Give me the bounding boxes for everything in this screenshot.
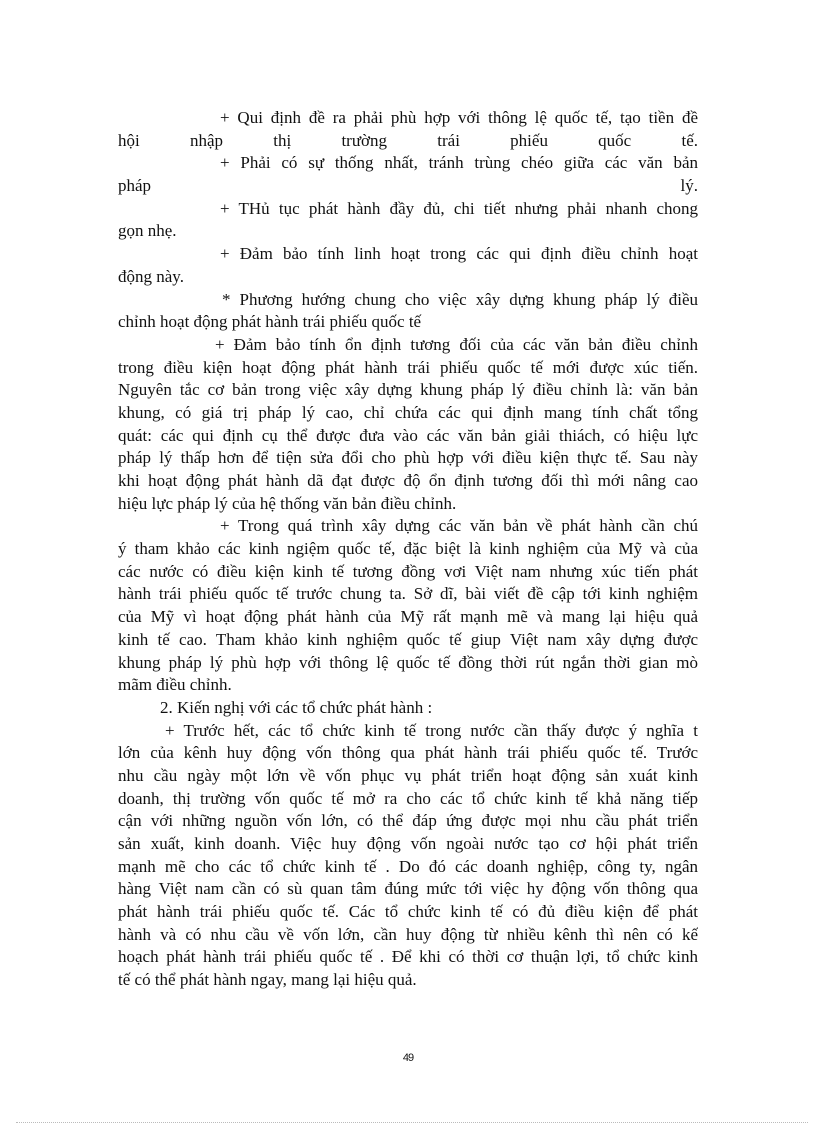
text-line: doanh, thị trường vốn quốc tế mở ra cho các tổ chức kinh tế khả năng tiếp	[118, 788, 698, 808]
text-line: sản xuất, kinh doanh. Việc huy động vốn ngoài nước tạo cơ hội phát triển	[118, 834, 698, 853]
text-line: mạnh mẽ cho các tổ chức kinh tế . Do đó các doanh nghiệp, công ty, ngân	[118, 856, 698, 876]
text-line: quát: các qui định cụ thể được đưa vào các văn bản giải thiách, có hiệu lực	[118, 425, 698, 445]
text-line: phát hành trái phiếu quốc tế. Các tổ chức kinh tế có đủ điều kiện để phát	[118, 902, 698, 922]
text-line: hành trái phiếu quốc tế trước chung ta. Sở dĩ, bài viết đề cập tới kinh nghiệm	[118, 584, 698, 604]
text-line: pháp lý.	[118, 176, 698, 196]
text-line: mãm điều chỉnh.	[118, 675, 232, 695]
text-line: * Phương hướng chung cho việc xây dựng khung pháp lý điều	[222, 289, 698, 309]
text-line: hội nhập thị trường trái phiếu quốc tế.	[118, 130, 698, 150]
text-line: gọn nhẹ.	[118, 221, 177, 241]
text-line: + Trước hết, các tổ chức kinh tế trong nước cần thấy được ý nghĩa t	[165, 720, 698, 740]
text-line: khung pháp lý phù hợp với thông lệ quốc tế đồng thời rút ngắn thời gian mò	[118, 652, 698, 672]
text-line: hàng Việt nam cần có sù quan tâm đúng mức tới việc hy động vốn thông qua	[118, 879, 698, 899]
text-line: tế có thể phát hành ngay, mang lại hiệu quả.	[118, 970, 417, 990]
text-line: các nước có điều kiện kinh tế tương đồng vơi Việt nam nhưng xúc tiến phát	[118, 561, 698, 581]
text-line: ý tham khảo các kinh ngiệm quốc tế, đặc biệt là kinh nghiệm của Mỹ và của	[118, 539, 698, 559]
text-line: pháp lý thấp hơn để tiện sửa đổi cho phù hợp với điều kiện thực tế. Sau này	[118, 448, 698, 468]
text-line: hành và có nhu cầu về vốn lớn, cần huy động từ nhiều kênh thì nên có kế	[118, 924, 698, 944]
text-line: khung, có giá trị pháp lý cao, chỉ chứa các qui định mang tính chất tổng	[118, 402, 698, 422]
text-line: kinh tế cao. Tham khảo kinh nghiệm quốc tế giup Việt nam xây dựng được	[118, 629, 698, 649]
page-number: 49	[402, 1052, 414, 1064]
text-line: + Đảm bảo tính ổn định tương đối của các văn bản điều chỉnh	[215, 334, 698, 354]
text-line: + Trong quá trình xây dựng các văn bản về phát hành cần chú	[220, 516, 698, 536]
text-line: + Đảm bảo tính linh hoạt trong các qui định điều chỉnh hoạt	[220, 244, 698, 264]
text-line: của Mỹ vì hoạt động phát hành của Mỹ rất mạnh mẽ và mang lại hiệu quả	[118, 607, 698, 627]
text-line: 2. Kiến nghị với các tổ chức phát hành :	[160, 697, 433, 717]
text-line: chỉnh hoạt động phát hành trái phiếu quốc tế	[118, 312, 422, 332]
text-line: nhu cầu ngày một lớn về vốn phục vụ phát triển hoạt động sản xuát kinh	[118, 765, 698, 785]
text-line: lớn của kênh huy động vốn thông qua phát hành trái phiếu quốc tế. Trước	[118, 743, 698, 763]
text-line: động này.	[118, 266, 184, 286]
text-line: + Qui định đề ra phải phù hợp với thông lệ quốc tế, tạo tiền đề	[220, 108, 698, 127]
text-line: khi hoạt động phát hành dã đạt được độ ổn định tương đối thì mới nâng cao	[118, 471, 698, 490]
text-line: + Phải có sự thống nhất, tránh trùng chéo giữa các văn bản	[220, 153, 698, 173]
text-line: Nguyên tắc cơ bản trong việc xây dựng khung pháp lý điều chỉnh là: văn bản	[118, 380, 698, 400]
text-line: + THủ tục phát hành đầy đủ, chi tiết nhưng phải nhanh chong	[220, 198, 698, 218]
text-line: hiệu lực pháp lý của hệ thống văn bản điều chỉnh.	[118, 493, 457, 513]
text-line: hoạch phát hành trái phiếu quốc tế . Để khi có thời cơ thuận lợi, tổ chức kinh	[118, 947, 698, 967]
text-line: trong điều kiện hoạt động phát hành trái phiếu quốc tế mới được xúc tiến.	[118, 357, 698, 377]
document-body	[118, 107, 698, 992]
text-line: cận với những nguồn vốn lớn, có thể đáp ứng được mọi nhu cầu phát triển	[118, 811, 698, 831]
